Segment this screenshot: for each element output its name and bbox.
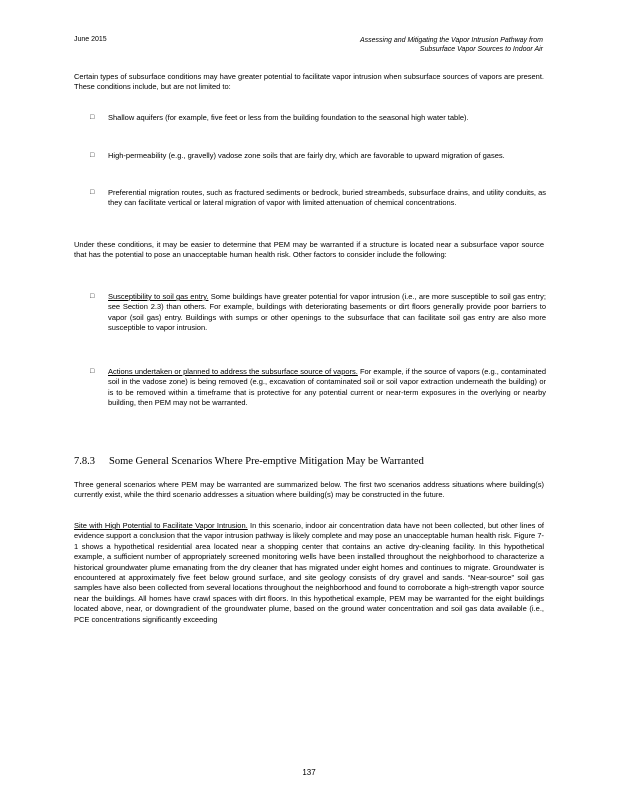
bullet-box-icon: □ <box>90 293 95 300</box>
section-heading <box>74 456 544 467</box>
scenarios-paragraph: Three general scenarios where PEM may be warranted are summarized below. The first two scenarios address situations where building(s) currently exist, while the third scenario addresses a situation where building(s) may be constructed in the future. <box>74 480 544 500</box>
scenario-body: In this scenario, indoor air concentration data have not been collected, but other lines of evidence support a conclusion that the vapor intrusion pathway is likely complete and may pose an unacceptable human health risk. Figure 7-1 shows a hypothetical residential area located near a shopping center that contains an active dry-cleaning facility. In this hypothetical example, a sufficient number of appropriately screened monitoring wells have been installed throughout the neighborhood to characterize a historical groundwater plume emanating from the dry cleaner that has migrated under eight homes and continues to migrate. Groundwater is encountered at approximately five feet below ground surface, and site geology consists of dry gravel and sands. “Near-source” soil gas samples have also been collected from several locations throughout the neighborhood and found to corroborate a high-strength vapor source near the buildings. All homes have crawl spaces with dirt floors. In this hypothetical example, PEM may be warranted for the eight buildings located above, near, or downgradient of the groundwater plume, based on the ground water concentration and soil gas data available (i.e., PCE concentrations significantly exceeding <box>74 521 545 624</box>
bullet-box-icon: □ <box>90 114 95 121</box>
condition-text: Preferential migration routes, such as fractured sediments or bedrock, buried streambeds, subsurface drains, and utility conduits, as they can facilitate vertical or lateral migration of vapor with limited attenuation of chemical concentrations. <box>108 188 546 208</box>
header-date: June 2015 <box>74 36 107 43</box>
header-title <box>283 36 543 54</box>
factor-body: Some buildings have greater potential for vapor intrusion (i.e., are more susceptible to soil gas entry; see Section 2.3) than others. For example, buildings with deteriorating basements or dirt floors generally provide poor barriers to vapor (soil gas) entry. Buildings with sumps or other openings to the subsurface that can facilitate soil gas entry are also more susceptible to vapor intrusion. <box>108 292 546 333</box>
condition-text: Shallow aquifers (for example, five feet or less from the building foundation to the seasonal high water table). <box>108 113 469 122</box>
factor-text <box>108 367 546 409</box>
header-title-line-2: Subsurface Vapor Sources to Indoor Air <box>419 46 543 53</box>
condition-item <box>90 113 546 123</box>
conditions-paragraph: Under these conditions, it may be easier to determine that PEM may be warranted if a structure is located near a subsurface vapor source that has the potential to pose an unacceptable human health risk. Other factors to consider include the following: <box>74 240 544 260</box>
factor-lead: Actions undertaken or planned to address the subsurface source of vapors. <box>108 367 358 376</box>
page-number: 137 <box>302 768 316 777</box>
section-number: 7.8.3 <box>74 456 95 467</box>
bullet-box-icon: □ <box>90 189 95 196</box>
condition-item <box>90 151 546 161</box>
condition-text: High-permeability (e.g., gravelly) vadose zone soils that are fairly dry, which are favorable to upward migration of gases. <box>108 151 505 160</box>
factor-item <box>90 367 546 409</box>
scenario-paragraph <box>74 521 544 625</box>
scenario-lead: Site with High Potential to Facilitate Vapor Intrusion. <box>74 521 248 530</box>
header-title-line-1: Assessing and Mitigating the Vapor Intrusion Pathway from <box>359 37 543 44</box>
factor-item <box>90 292 546 334</box>
intro-paragraph: Certain types of subsurface conditions may have greater potential to facilitate vapor intrusion when subsurface sources of vapors are present. These conditions include, but are not limited to: <box>74 72 544 92</box>
condition-item <box>90 188 546 209</box>
bullet-box-icon: □ <box>90 152 95 159</box>
bullet-box-icon: □ <box>90 368 95 375</box>
factor-text <box>108 292 546 334</box>
factor-body: For example, if the source of vapors (e.g., contaminated soil in the vadose zone) is being removed (e.g., excavation of contaminated soil or soil vapor extraction underneath the building) or is to be removed within a timeframe that is protective for any potential current or near-term exposures in the overlying or nearby building, then PEM may not be warranted. <box>108 367 547 408</box>
section-title: Some General Scenarios Where Pre-emptive Mitigation May be Warranted <box>109 456 424 467</box>
factor-lead: Susceptibility to soil gas entry. <box>108 292 209 301</box>
